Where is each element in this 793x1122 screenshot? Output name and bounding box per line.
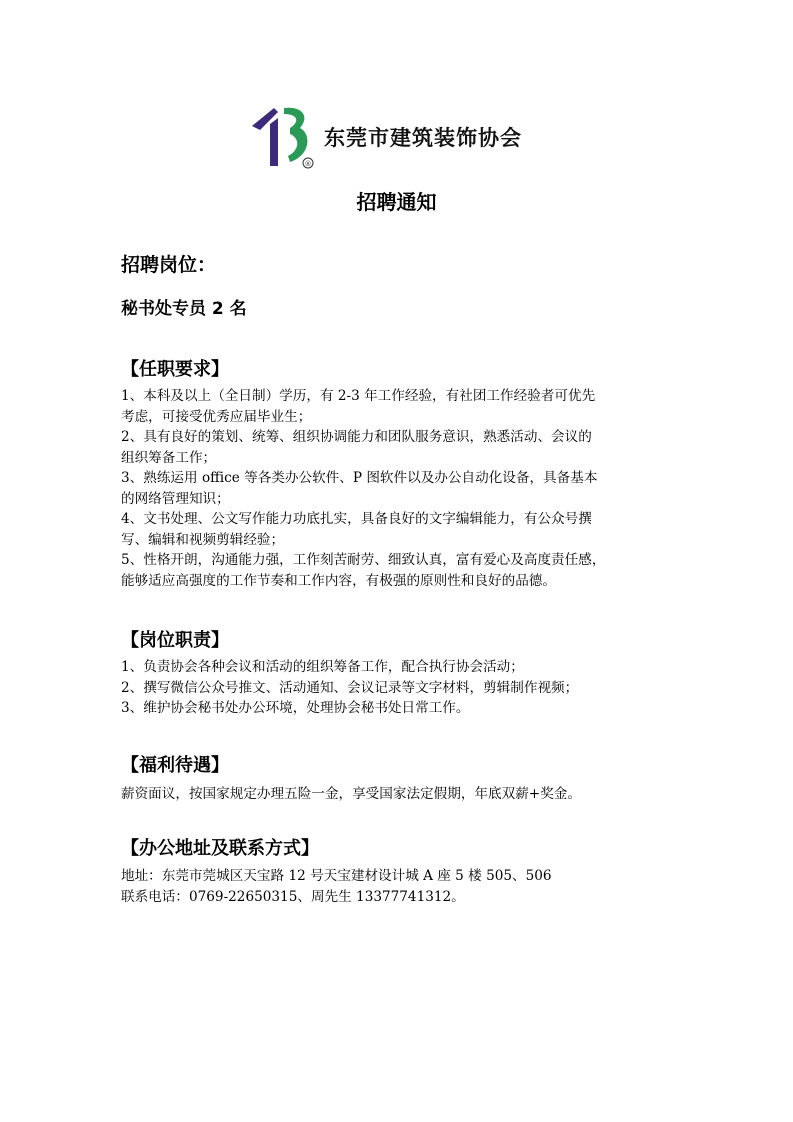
requirements-line: 的网络管理知识； (121, 490, 230, 507)
contact-address: 地址：东莞市莞城区天宝路 12 号天宝建材设计城 A 座 5 楼 505、506 (121, 868, 552, 884)
logo-mark-icon (250, 104, 316, 170)
association-logo (250, 104, 550, 170)
requirements-line: 5、性格开朗，沟通能力强，工作刻苦耐劳、细致认真，富有爱心及高度责任感， (121, 552, 606, 568)
requirements-line: 考虑，可接受优秀应届毕业生； (121, 408, 312, 425)
benefits-list (121, 784, 681, 805)
contact-list (121, 866, 681, 907)
duties-heading: 【岗位职责】 (121, 630, 229, 651)
duties-line: 3、维护协会秘书处办公环境，处理协会秘书处日常工作。 (121, 700, 470, 716)
contact-phone: 联系电话：0769-22650315、周先生 13377741312。 (121, 888, 465, 905)
duties-line: 1、负责协会各种会议和活动的组织筹备工作，配合执行协会活动； (121, 659, 524, 675)
requirements-heading: 【任职要求】 (121, 359, 229, 380)
requirements-line: 2、具有良好的策划、统筹、组织协调能力和团队服务意识，熟悉活动、会议的 (121, 429, 592, 445)
duties-list (121, 657, 681, 719)
requirements-line: 4、文书处理、公文写作能力功底扎实，具备良好的文字编辑能力，有公众号撰 (121, 511, 592, 527)
page-title: 招聘通知 (356, 190, 437, 214)
requirements-line: 能够适应高强度的工作节奏和工作内容，有极强的原则性和良好的品德。 (121, 572, 556, 589)
duties-line: 2、撰写微信公众号推文、活动通知、会议记录等文字材料，剪辑制作视频； (121, 679, 579, 696)
svg-text:®: ® (304, 160, 312, 168)
org-name: 东莞市建筑装饰协会 (324, 126, 522, 150)
benefits-heading: 【福利待遇】 (121, 755, 229, 776)
requirements-line: 1、本科及以上（全日制）学历，有 2-3 年工作经验，有社团工作经验者可优先 (121, 388, 596, 404)
position-name: 秘书处专员 2 名 (121, 299, 247, 319)
position-heading: 招聘岗位： (121, 254, 217, 276)
requirements-list (121, 386, 681, 591)
requirements-line: 组织筹备工作； (121, 449, 217, 466)
requirements-line: 写、编辑和视频剪辑经验； (121, 531, 285, 548)
requirements-line: 3、熟练运用 office 等各类办公软件、P 图软件以及办公自动化设备，具备基本 (121, 470, 598, 486)
benefits-line: 薪资面议，按国家规定办理五险一金，享受国家法定假期，年底双薪+奖金。 (121, 786, 581, 802)
contact-heading: 【办公地址及联系方式】 (121, 838, 319, 859)
